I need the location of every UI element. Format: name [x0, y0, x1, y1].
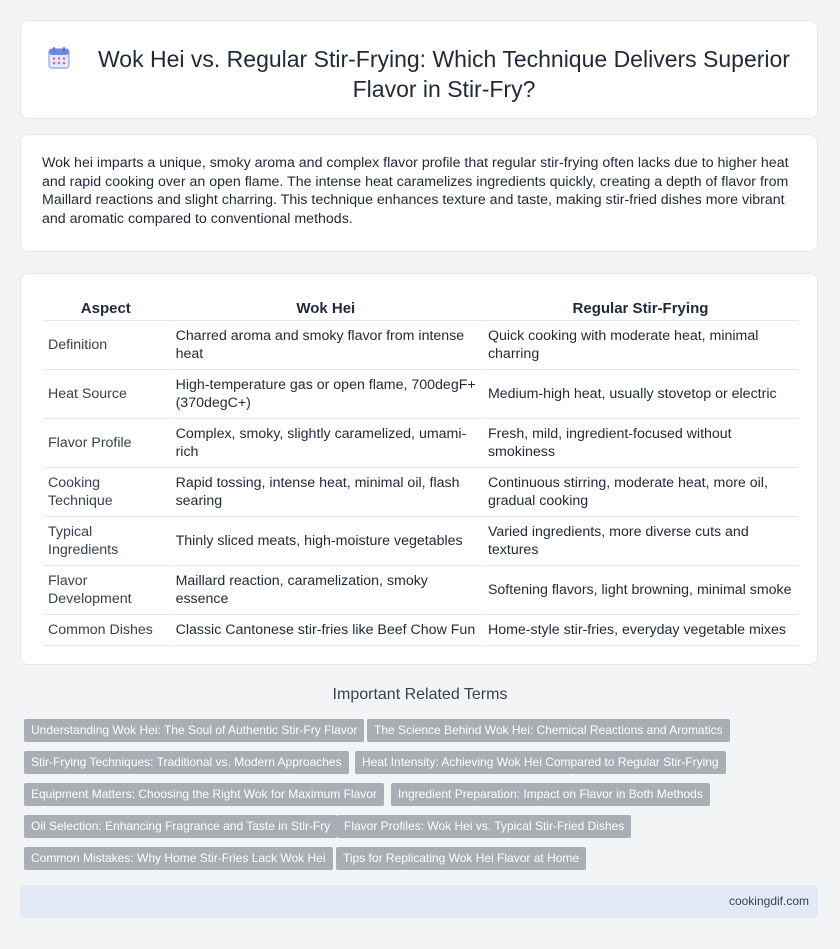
- row-wok-hei: Complex, smoky, slightly caramelized, umami-rich: [169, 419, 481, 468]
- table-header-row: [43, 296, 798, 321]
- comparison-table: [43, 296, 798, 646]
- row-aspect: Cooking Technique: [43, 468, 169, 517]
- footer: [20, 885, 818, 918]
- row-aspect: Flavor Profile: [43, 419, 169, 468]
- header-aspect: Aspect: [43, 296, 169, 321]
- table-row: [43, 468, 798, 517]
- intro-card: [20, 134, 818, 252]
- row-aspect: Heat Source: [43, 370, 169, 419]
- related-term-tag[interactable]: Equipment Matters: Choosing the Right Wok for Maximum Flavor: [24, 783, 384, 806]
- row-wok-hei: High-temperature gas or open flame, 700degF+ (370degC+): [169, 370, 481, 419]
- related-term-tag[interactable]: Oil Selection: Enhancing Fragrance and Taste in Stir-Fry: [24, 815, 337, 838]
- footer-site[interactable]: cookingdif.com: [728, 894, 809, 908]
- related-term-tag[interactable]: Stir-Frying Techniques: Traditional vs. Modern Approaches: [24, 751, 349, 774]
- related-term-tag[interactable]: Heat Intensity: Achieving Wok Hei Compared to Regular Stir-Frying: [355, 751, 726, 774]
- row-wok-hei: Thinly sliced meats, high-moisture vegetables: [169, 517, 481, 566]
- table-row: [43, 615, 798, 646]
- row-regular: Medium-high heat, usually stovetop or electric: [481, 370, 798, 419]
- related-term-tag[interactable]: Understanding Wok Hei: The Soul of Authentic Stir-Fry Flavor: [24, 719, 364, 742]
- row-wok-hei: Charred aroma and smoky flavor from intense heat: [169, 321, 481, 370]
- comparison-card: [20, 273, 818, 665]
- row-regular: Softening flavors, light browning, minimal smoke: [481, 566, 798, 615]
- table-row: [43, 517, 798, 566]
- row-regular: Fresh, mild, ingredient-focused without smokiness: [481, 419, 798, 468]
- header-regular: Regular Stir-Frying: [481, 296, 798, 321]
- row-regular: Continuous stirring, moderate heat, more oil, gradual cooking: [481, 468, 798, 517]
- related-term-tag[interactable]: Flavor Profiles: Wok Hei vs. Typical Stir-Fried Dishes: [337, 815, 631, 838]
- row-wok-hei: Rapid tossing, intense heat, minimal oil, flash searing: [169, 468, 481, 517]
- table-row: [43, 566, 798, 615]
- table-row: [43, 321, 798, 370]
- row-aspect: Flavor Development: [43, 566, 169, 615]
- related-term-tag[interactable]: Tips for Replicating Wok Hei Flavor at Home: [336, 847, 586, 870]
- table-row: [43, 370, 798, 419]
- header-wok-hei: Wok Hei: [169, 296, 481, 321]
- related-term-tag[interactable]: Common Mistakes: Why Home Stir-Fries Lack Wok Hei: [24, 847, 333, 870]
- related-terms-title: Important Related Terms: [332, 686, 508, 703]
- table-row: [43, 419, 798, 468]
- row-aspect: Common Dishes: [43, 615, 169, 646]
- related-term-tag[interactable]: The Science Behind Wok Hei: Chemical Reactions and Aromatics: [367, 719, 730, 742]
- row-regular: Home-style stir-fries, everyday vegetable mixes: [481, 615, 798, 646]
- page-title: Wok Hei vs. Regular Stir-Frying: Which Technique Delivers Superior Flavor in Stir-Fry?: [98, 46, 790, 102]
- row-wok-hei: Classic Cantonese stir-fries like Beef Chow Fun: [169, 615, 481, 646]
- related-term-tag[interactable]: Ingredient Preparation: Impact on Flavor in Both Methods: [391, 783, 710, 806]
- header-card: [20, 20, 818, 119]
- row-aspect: Typical Ingredients: [43, 517, 169, 566]
- row-regular: Varied ingredients, more diverse cuts and textures: [481, 517, 798, 566]
- calendar-icon: [47, 46, 71, 70]
- row-regular: Quick cooking with moderate heat, minimal charring: [481, 321, 798, 370]
- row-wok-hei: Maillard reaction, caramelization, smoky essence: [169, 566, 481, 615]
- row-aspect: Definition: [43, 321, 169, 370]
- intro-text: Wok hei imparts a unique, smoky aroma and complex flavor profile that regular stir-frying often lacks due to higher heat and rapid cooking over an open flame. The intense heat caramelizes ingredients quickly, creating a depth of flavor from Maillard reactions and slight charring. This technique enhances texture and taste, making stir-fried dishes more vibrant and aromatic compared to conventional methods.: [42, 155, 789, 227]
